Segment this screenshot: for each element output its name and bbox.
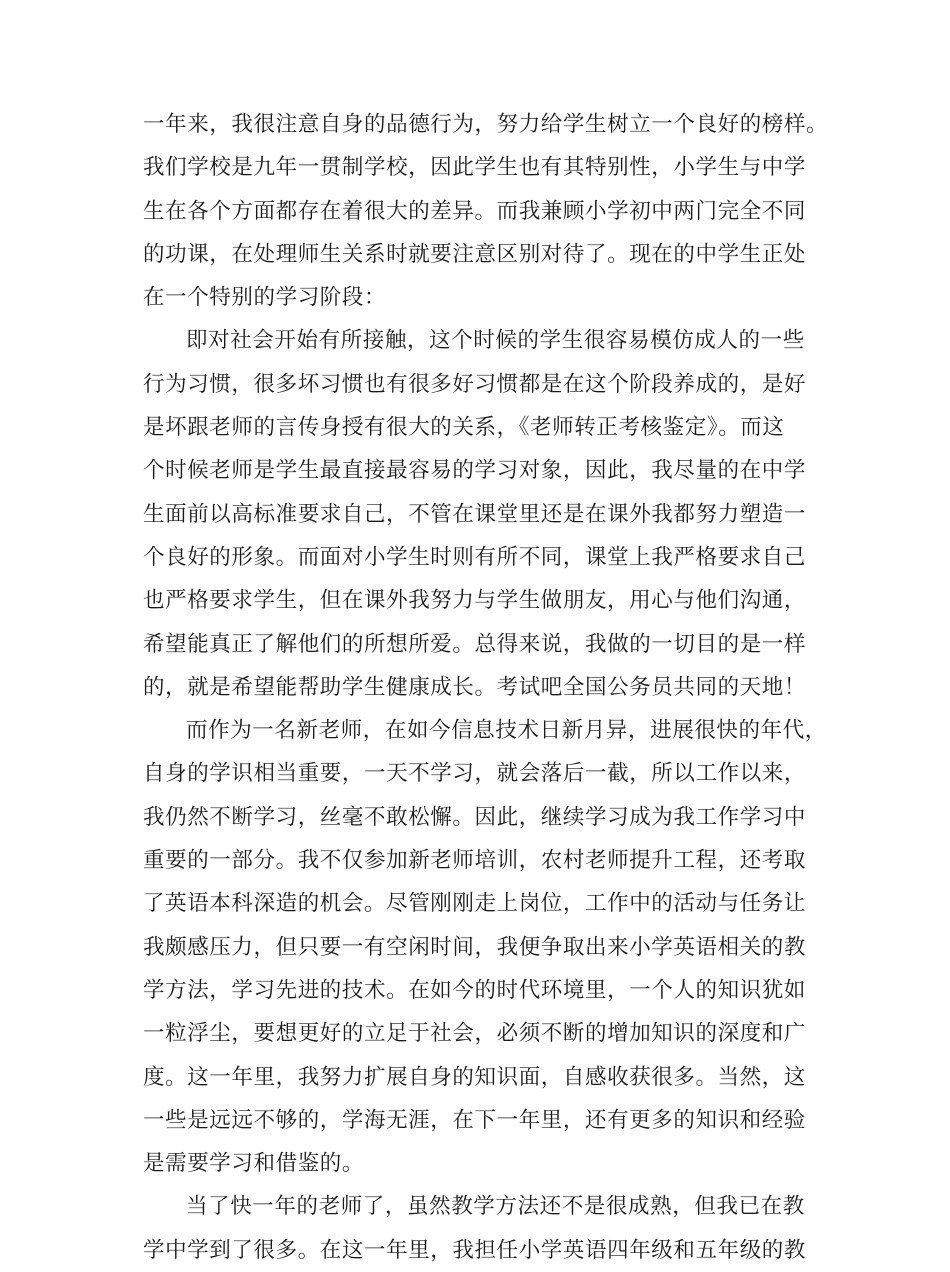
text-line: 是需要学习和借鉴的。 xyxy=(143,1151,365,1177)
text-line: 在一个特别的学习阶段： xyxy=(143,285,387,311)
text-line: 的，就是希望能帮助学生健康成长。考试吧全国公务员共同的天地！ xyxy=(143,674,807,700)
text-line: 希望能真正了解他们的所想所爱。总得来说，我做的一切目的是一样 xyxy=(143,631,807,657)
text-line: 即对社会开始有所接触，这个时候的学生很容易模仿成人的一些 xyxy=(186,328,805,354)
text-line: 学中学到了很多。在这一年里，我担任小学英语四年级和五年级的教 xyxy=(143,1237,807,1263)
text-line: 生面前以高标准要求自己，不管在课堂里还是在课外我都努力塑造一 xyxy=(143,501,807,527)
text-line: 当了快一年的老师了，虽然教学方法还不是很成熟，但我已在教 xyxy=(186,1194,805,1220)
text-line: 自身的学识相当重要，一天不学习，就会落后一截，所以工作以来， xyxy=(143,761,807,787)
text-line: 个时候老师是学生最直接最容易的学习对象，因此，我尽量的在中学 xyxy=(143,458,807,484)
text-line: 我仍然不断学习，丝毫不敢松懈。因此，继续学习成为我工作学习中 xyxy=(143,804,807,830)
text-line: 生在各个方面都存在着很大的差异。而我兼顾小学初中两门完全不同 xyxy=(143,198,807,224)
text-line: 的功课，在处理师生关系时就要注意区别对待了。现在的中学生正处 xyxy=(143,241,807,267)
text-line: 一些是远远不够的，学海无涯，在下一年里，还有更多的知识和经验 xyxy=(143,1107,807,1133)
text-line: 也严格要求学生，但在课外我努力与学生做朋友，用心与他们沟通， xyxy=(143,588,807,614)
text-line: 个良好的形象。而面对小学生时则有所不同，课堂上我严格要求自己 xyxy=(143,544,807,570)
text-line: 行为习惯，很多坏习惯也有很多好习惯都是在这个阶段养成的，是好 xyxy=(143,371,807,397)
text-line: 一年来，我很注意自身的品德行为，努力给学生树立一个良好的榜样。 xyxy=(143,112,829,137)
text-line: 学方法，学习先进的技术。在如今的时代环境里，一个人的知识犹如 xyxy=(143,977,807,1003)
text-line: 重要的一部分。我不仅参加新老师培训，农村老师提升工程，还考取 xyxy=(143,848,807,874)
text-line: 我颇感压力，但只要一有空闲时间，我便争取出来小学英语相关的教 xyxy=(143,934,807,960)
text-line: 一粒浮尘，要想更好的立足于社会，必须不断的增加知识的深度和广 xyxy=(143,1021,807,1047)
text-line: 是坏跟老师的言传身授有很大的关系，《老师转正考核鉴定》。而这 xyxy=(143,415,785,441)
document-body xyxy=(143,103,829,1272)
text-line: 度。这一年里，我努力扩展自身的知识面，自感收获很多。当然，这 xyxy=(143,1064,807,1090)
text-line: 了英语本科深造的机会。尽管刚刚走上岗位，工作中的活动与任务让 xyxy=(143,891,807,917)
text-line: 而作为一名新老师，在如今信息技术日新月异，进展很快的年代， xyxy=(186,718,827,744)
text-line: 我们学校是九年一贯制学校，因此学生也有其特别性，小学生与中学 xyxy=(143,155,807,181)
